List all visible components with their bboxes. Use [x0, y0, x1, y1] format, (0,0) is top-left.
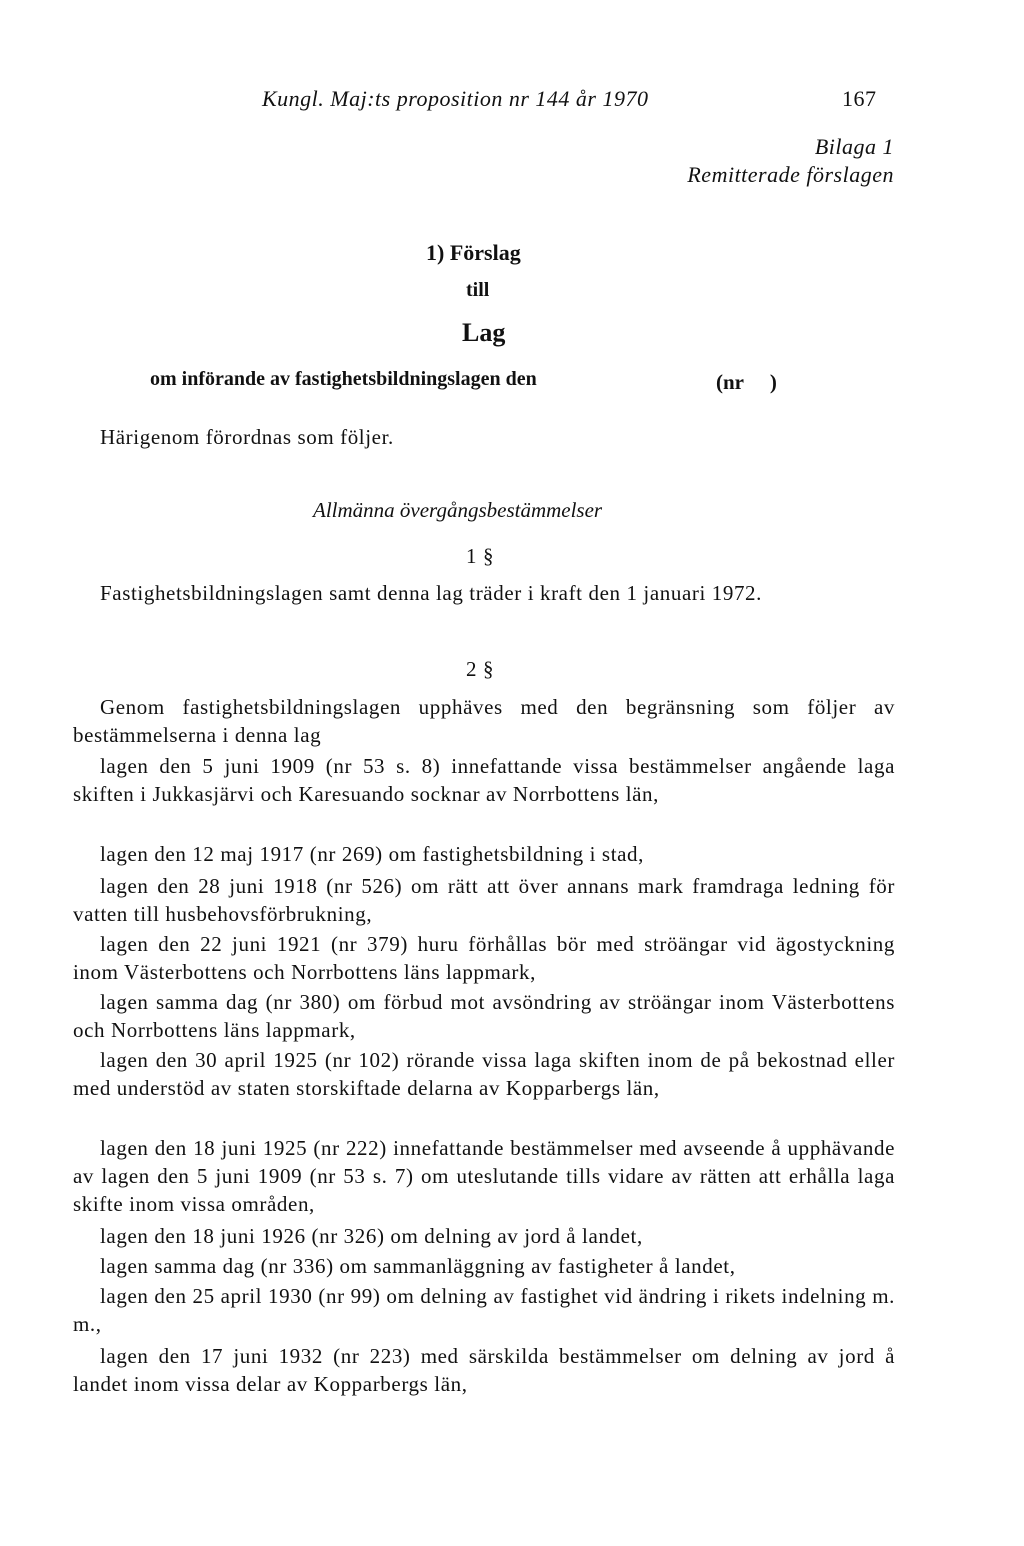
- law-item: lagen den 28 juni 1918 (nr 526) om rätt att över annans mark framdraga ledning för vatten till husbehovsförbrukning,: [73, 874, 895, 926]
- law-item: lagen den 5 juni 1909 (nr 53 s. 8) innefattande vissa bestämmelser angående laga skiften i Jukkasjärvi och Karesuando socknar av Norrbottens län,: [73, 754, 895, 806]
- law-title: Lag: [462, 318, 506, 347]
- law-subtitle: om införande av fastighetsbildningslagen den: [150, 368, 537, 390]
- section-heading: Allmänna övergångsbestämmelser: [313, 498, 603, 522]
- paragraph-2-label: 2 §: [466, 657, 495, 681]
- law-item: lagen den 30 april 1925 (nr 102) rörande vissa laga skiften inom de på bekostnad eller med understöd av staten storskiftade delarna av Kopparbergs län,: [73, 1048, 895, 1100]
- running-title: Kungl. Maj:ts proposition nr 144 år 1970: [262, 86, 649, 111]
- paragraph-1-text: Fastighetsbildningslagen samt denna lag träder i kraft den 1 januari 1972.: [100, 581, 762, 605]
- law-item: lagen den 18 juni 1925 (nr 222) innefattande bestämmelser med avseende å upphävande av lagen den 5 juni 1909 (nr 53 s. 7) om uteslutande tills vidare av rätten att erhålla laga skifte inom vissa områden,: [73, 1136, 895, 1216]
- law-item: lagen den 18 juni 1926 (nr 326) om delning av jord å landet,: [100, 1224, 643, 1248]
- appendix-subtitle: Remitterade förslagen: [687, 162, 894, 187]
- appendix-label: Bilaga 1: [814, 134, 894, 159]
- till-word: till: [466, 279, 490, 301]
- law-item: lagen samma dag (nr 336) om sammanläggning av fastigheter å landet,: [100, 1254, 736, 1278]
- page-number: 167: [842, 86, 877, 111]
- law-item: lagen den 25 april 1930 (nr 99) om delning av fastighet vid ändring i rikets indelning m. m.,: [73, 1284, 895, 1336]
- paragraph-2-text: Genom fastighetsbildningslagen upphäves med den begränsning som följer av bestämmelserna i denna lag: [73, 695, 895, 747]
- proposal-heading: 1) Förslag: [426, 240, 521, 265]
- law-item: lagen den 12 maj 1917 (nr 269) om fastighetsbildning i stad,: [100, 842, 644, 866]
- intro-text: Härigenom förordnas som följer.: [100, 425, 394, 449]
- law-item: lagen den 22 juni 1921 (nr 379) huru förhållas bör med ströängar vid ägostyckning inom Västerbottens och Norrbottens läns lappmark,: [73, 932, 895, 984]
- paragraph-1-label: 1 §: [466, 544, 495, 568]
- law-number-ref: (nr ): [716, 370, 777, 394]
- law-item: lagen samma dag (nr 380) om förbud mot avsöndring av ströängar inom Västerbottens och Norrbottens läns lappmark,: [73, 990, 895, 1042]
- law-item: lagen den 17 juni 1932 (nr 223) med särskilda bestämmelser om delning av jord å landet inom vissa delar av Kopparbergs län,: [73, 1344, 895, 1396]
